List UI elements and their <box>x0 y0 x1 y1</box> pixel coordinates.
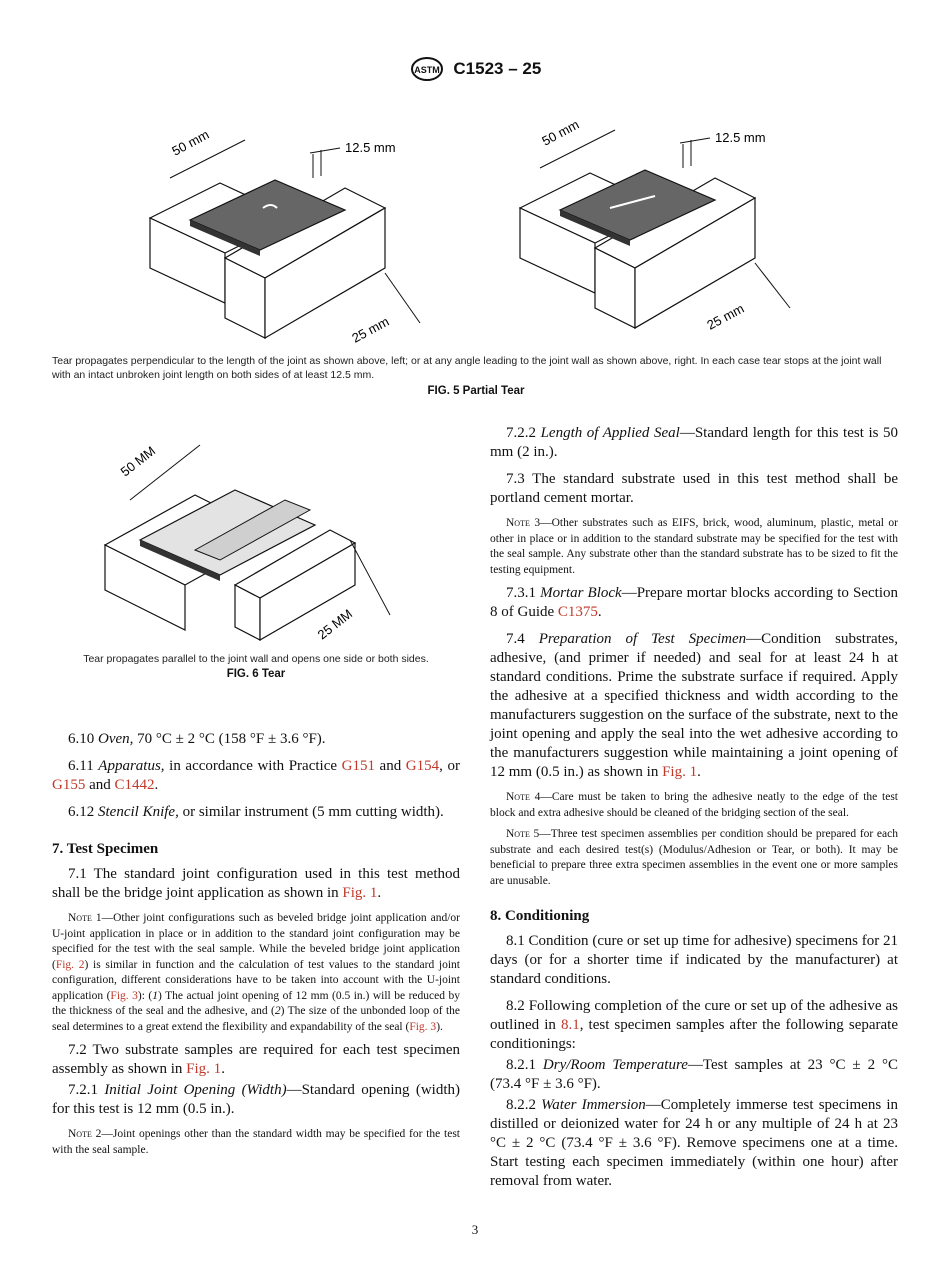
link-fig1[interactable]: Fig. 1 <box>342 885 378 901</box>
fig5-left-depth-label: 25 mm <box>349 313 392 346</box>
link-fig2[interactable]: Fig. 2 <box>55 958 85 971</box>
para-7-1: 7.1 The standard joint configuration used in this test method shall be the bridge joint application as shown in Fig. 1. <box>52 866 460 901</box>
para-8-2-2: 8.2.2 Water Immersion—Completely immerse test specimens in distilled or deionized water for 24 h or any multiple of 24 h at 23 °C ± 2 °C (73.4 °F ± 3.6 °F). Remove specimens one at a time. Start testing each specimen immediately (within one hour) after removal from water. <box>490 1097 899 1189</box>
fig6-width-label: 50 MM <box>117 443 159 480</box>
para-7-3-1: 7.3.1 Mortar Block—Prepare mortar blocks according to Section 8 of Guide C1375. <box>490 585 898 620</box>
link-g155[interactable]: G155 <box>52 777 86 793</box>
note-5: Note 5—Three test specimen assemblies per condition should be prepared for each substrate and each desired test(s) (Modulus/Adhesion or Tear, or both). It may be beneficial to prepare three extra specimen assemblies in the event one or more samples are unusable. <box>490 828 898 887</box>
link-8-1[interactable]: 8.1 <box>560 1017 580 1033</box>
para-7-2-1: 7.2.1 Initial Joint Opening (Width)—Standard opening (width) for this test is 12 mm (0.5 in.). <box>52 1082 460 1117</box>
link-fig3[interactable]: Fig. 3 <box>110 989 138 1002</box>
fig5-left-width-label: 50 mm <box>169 126 212 159</box>
left-column <box>52 730 460 1164</box>
fig5-left-drawing <box>145 98 445 348</box>
fig6-drawing <box>100 425 430 650</box>
para-6-11: 6.11 Apparatus, in accordance with Practice G151 and G154, or G155 and C1442. <box>52 758 460 793</box>
note-4: Note 4—Care must be taken to bring the adhesive neatly to the edge of the test block and extra adhesive should be cleaned of the bridging section of the seal. <box>490 791 898 819</box>
note-2: Note 2—Joint openings other than the standard width may be specified for the test with the seal sample. <box>52 1128 460 1156</box>
link-fig1c[interactable]: Fig. 1 <box>662 764 698 780</box>
page-header <box>0 56 950 82</box>
link-c1375[interactable]: C1375 <box>557 604 598 620</box>
para-8-1: 8.1 Condition (cure or set up time for adhesive) specimens for 21 days (or for a shorter time if indicated by the manufacturer) at standard conditions. <box>490 933 898 987</box>
fig5-caption: Tear propagates perpendicular to the length of the joint as shown above, left; or at any angle leading to the joint wall as shown above, right. In each case tear stops at the joint wall with an intact unbroken joint length on both sides of at least 12.5 mm. <box>52 355 882 381</box>
fig5-title: FIG. 5 Partial Tear <box>427 385 525 397</box>
para-7-3: 7.3 The standard substrate used in this test method shall be portland cement mortar. <box>490 471 898 506</box>
fig5-right-tear-label: 12.5 mm <box>715 130 766 145</box>
page-number: 3 <box>471 1222 479 1237</box>
link-g151[interactable]: G151 <box>341 758 375 774</box>
para-8-2-1: 8.2.1 Dry/Room Temperature—Test samples at 23 °C ± 2 °C (73.4 °F ± 3.6 °F). <box>490 1057 898 1092</box>
fig6-caption: Tear propagates parallel to the joint wall and opens one side or both sides. <box>83 653 429 665</box>
fig6-title: FIG. 6 Tear <box>226 668 286 680</box>
para-7-2: 7.2 Two substrate samples are required for each test specimen assembly as shown in Fig. 1. <box>52 1042 460 1077</box>
fig5-left-tear-label: 12.5 mm <box>345 140 396 155</box>
para-6-10: 6.10 Oven, 70 °C ± 2 °C (158 °F ± 3.6 °F). <box>68 731 326 747</box>
para-6-12: 6.12 Stencil Knife, or similar instrument (5 mm cutting width). <box>68 804 444 820</box>
fig5-right-depth-label: 25 mm <box>704 300 747 333</box>
para-8-2: 8.2 Following completion of the cure or set up of the adhesive as outlined in 8.1, test specimen samples after the following separate conditionings: <box>490 998 899 1052</box>
document-designation: C1523 – 25 <box>453 59 542 78</box>
note-3: Note 3—Other substrates such as EIFS, brick, wood, aluminum, plastic, metal or other in place or in addition to the standard substrate may be specified for the test with the seal sample. Any substrate other than the standard substrate has to be sized to fit the testing equipment. <box>490 517 898 576</box>
link-c1442[interactable]: C1442 <box>114 777 155 793</box>
right-column <box>490 424 898 1199</box>
logo-text: ASTM <box>413 65 440 75</box>
section-8-heading: 8. Conditioning <box>490 908 590 924</box>
fig5-right-width-label: 50 mm <box>539 116 582 149</box>
link-g154[interactable]: G154 <box>405 758 440 774</box>
para-7-4: 7.4 Preparation of Test Specimen—Condition substrates, adhesive, (and primer if needed) and seal for at least 24 h at standard conditions. Prime the substrate surface if required. Apply the adhesive at a specified thickness and width according to the manufacturers suggestion on the surface of the substrate, next to the joint opening and apply the seal into the wet adhesive according to the manufacturers suggestion while maintaining a joint opening of 12 mm (0.5 in.) as shown in Fig. 1. <box>490 631 899 780</box>
astm-logo-icon <box>409 56 445 82</box>
fig5-right-drawing <box>515 98 815 348</box>
link-fig3b[interactable]: Fig. 3 <box>409 1020 437 1033</box>
para-7-2-2: 7.2.2 Length of Applied Seal—Standard length for this test is 50 mm (2 in.). <box>490 425 899 460</box>
note-1: Note 1—Other joint configurations such as beveled bridge joint application and/or U-joint application in place or in addition to the standard joint configuration may be specified for the test with the seal sample. While the beveled bridge joint application (Fig. 2) is similar in function and the calculation of test values to the standard joint configuration, different considerations have to be taken into account with the U-joint application (Fig. 3): (1) The actual joint opening of 12 mm (0.5 in.) will be reduced by the thickness of the seal and the adhesive, and (2) The size of the unbonded loop of the seal determines to a great extend the flexibility and expandability of the seal (Fig. 3). <box>52 912 461 1033</box>
fig6-depth-label: 25 MM <box>314 606 356 643</box>
section-7-heading: 7. Test Specimen <box>52 841 159 857</box>
link-fig1b[interactable]: Fig. 1 <box>186 1061 222 1077</box>
